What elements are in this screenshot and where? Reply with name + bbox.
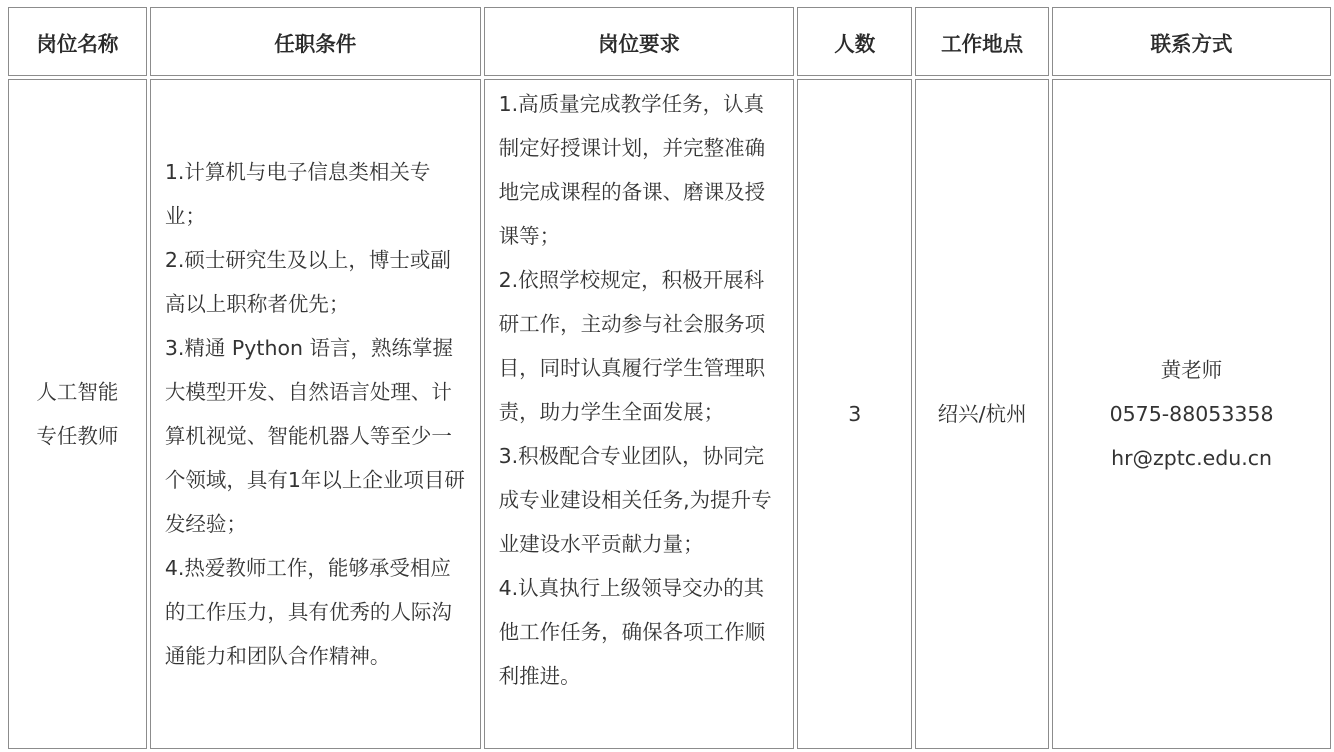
requirement-item: 3.积极配合专业团队，协同完成专业建设相关任务,为提升专业建设水平贡献力量； bbox=[498, 444, 772, 556]
header-requirements: 岗位要求 bbox=[484, 7, 795, 76]
position-line-1: 人工智能 bbox=[36, 380, 119, 404]
contact-email[interactable]: hr@zptc.edu.cn bbox=[1111, 446, 1272, 470]
requirement-item: 4.认真执行上级领导交办的其他工作任务，确保各项工作顺利推进。 bbox=[498, 576, 766, 688]
requirement-item: 2.依照学校规定，积极开展科研工作，主动参与社会服务项目，同时认真履行学生管理职责，助力学生全面发展； bbox=[498, 268, 766, 424]
header-position: 岗位名称 bbox=[8, 7, 147, 76]
position-cell bbox=[8, 79, 147, 749]
contact-cell bbox=[1052, 79, 1331, 749]
qualifications-cell bbox=[150, 79, 481, 749]
qualification-item: 1.计算机与电子信息类相关专业； bbox=[164, 160, 431, 228]
header-row bbox=[8, 7, 1331, 76]
header-qualifications: 任职条件 bbox=[150, 7, 481, 76]
contact-name: 黄老师 bbox=[1160, 358, 1223, 382]
job-table bbox=[5, 4, 1334, 752]
table-row bbox=[8, 79, 1331, 749]
header-contact: 联系方式 bbox=[1052, 7, 1331, 76]
header-count: 人数 bbox=[797, 7, 912, 76]
qualification-item: 3.精通 Python 语言，熟练掌握大模型开发、自然语言处理、计算机视觉、智能机器人等至少一个领域，具有1年以上企业项目研发经验； bbox=[164, 336, 465, 536]
contact-phone: 0575-88053358 bbox=[1109, 402, 1274, 426]
location-cell: 绍兴/杭州 bbox=[915, 79, 1049, 749]
qualification-item: 2.硕士研究生及以上，博士或副高以上职称者优先； bbox=[164, 248, 451, 316]
count-cell: 3 bbox=[797, 79, 912, 749]
qualification-item: 4.热爱教师工作，能够承受相应的工作压力，具有优秀的人际沟通能力和团队合作精神。 bbox=[164, 556, 452, 668]
requirement-item: 1.高质量完成教学任务，认真制定好授课计划，并完整准确地完成课程的备课、磨课及授课等； bbox=[498, 92, 766, 248]
requirements-cell bbox=[484, 79, 795, 749]
position-line-2: 专任教师 bbox=[36, 424, 119, 448]
header-location: 工作地点 bbox=[915, 7, 1049, 76]
